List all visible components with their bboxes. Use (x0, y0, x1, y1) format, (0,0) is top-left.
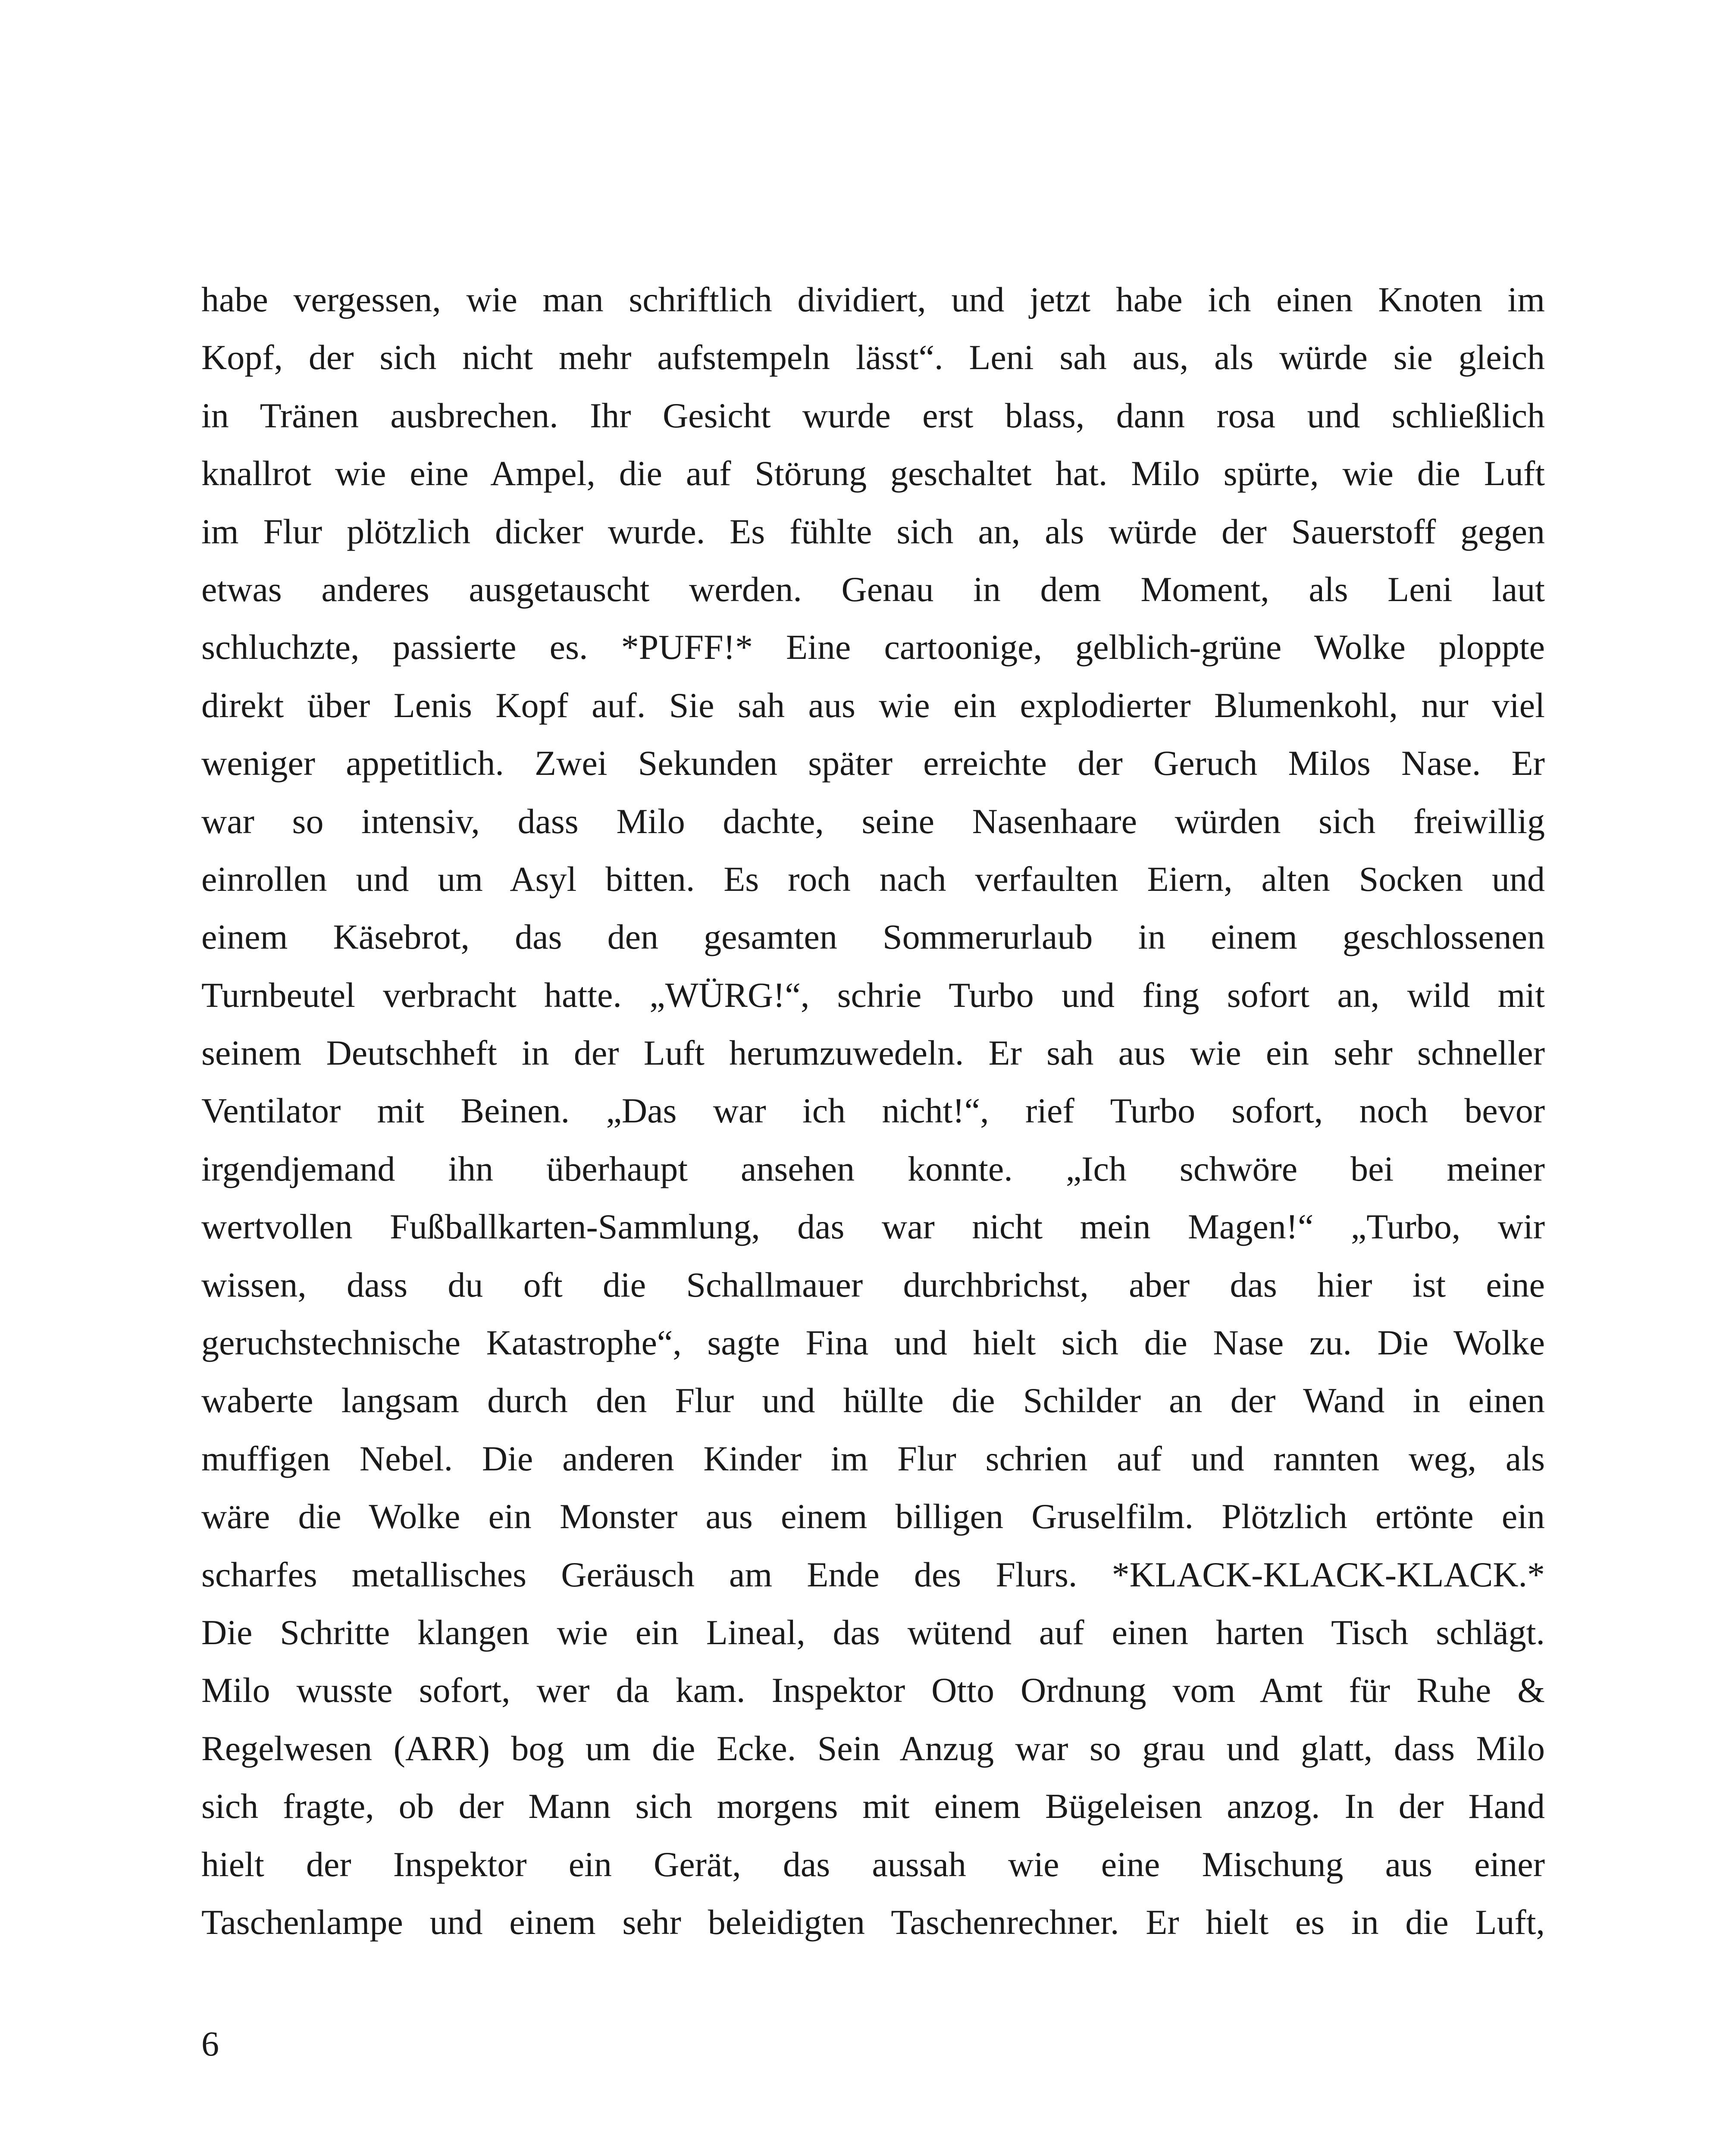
text-line: weniger appetitlich. Zwei Sekunden später erreichte der Geruch Milos Nase. Er (201, 743, 1545, 783)
text-line: seinem Deutschheft in der Luft herumzuwedeln. Er sah aus wie ein sehr schneller (201, 1033, 1545, 1073)
body-text (201, 271, 1545, 1951)
text-line: schluchzte, passierte es. *PUFF!* Eine cartoonige, gelblich-grüne Wolke ploppte (201, 627, 1545, 667)
text-line: in Tränen ausbrechen. Ihr Gesicht wurde erst blass, dann rosa und schließlich (201, 395, 1545, 435)
text-line: direkt über Lenis Kopf auf. Sie sah aus wie ein explodierter Blumenkohl, nur viel (201, 685, 1545, 725)
text-line: im Flur plötzlich dicker wurde. Es fühlte sich an, als würde der Sauerstoff gegen (201, 511, 1545, 551)
text-line: knallrot wie eine Ampel, die auf Störung geschaltet hat. Milo spürte, wie die Luft (201, 454, 1545, 493)
text-line: Milo wusste sofort, wer da kam. Inspektor Otto Ordnung vom Amt für Ruhe & (201, 1670, 1545, 1710)
text-line: einem Käsebrot, das den gesamten Sommerurlaub in einem geschlossenen (201, 917, 1545, 957)
text-line: wissen, dass du oft die Schallmauer durchbrichst, aber das hier ist eine (201, 1265, 1545, 1304)
text-line: wäre die Wolke ein Monster aus einem billigen Gruselfilm. Plötzlich ertönte ein (201, 1497, 1545, 1536)
text-line: einrollen und um Asyl bitten. Es roch nach verfaulten Eiern, alten Socken und (201, 859, 1545, 899)
text-line: Die Schritte klangen wie ein Lineal, das wütend auf einen harten Tisch schlägt. (201, 1612, 1545, 1652)
text-line: hielt der Inspektor ein Gerät, das aussah wie eine Mischung aus einer (201, 1844, 1545, 1884)
text-line: etwas anderes ausgetauscht werden. Genau in dem Moment, als Leni laut (201, 569, 1545, 609)
text-line: muffigen Nebel. Die anderen Kinder im Flur schrien auf und rannten weg, als (201, 1438, 1545, 1478)
text-line: geruchstechnische Katastrophe“, sagte Fina und hielt sich die Nase zu. Die Wolke (201, 1323, 1545, 1363)
text-line: Ventilator mit Beinen. „Das war ich nicht!“, rief Turbo sofort, noch bevor (201, 1091, 1545, 1131)
text-line: irgendjemand ihn überhaupt ansehen konnte. „Ich schwöre bei meiner (201, 1149, 1545, 1188)
text-line: wertvollen Fußballkarten-Sammlung, das war nicht mein Magen!“ „Turbo, wir (201, 1207, 1545, 1247)
text-line: Kopf, der sich nicht mehr aufstempeln lässt“. Leni sah aus, als würde sie gleich (201, 338, 1545, 377)
text-line: waberte langsam durch den Flur und hüllte die Schilder an der Wand in einen (201, 1381, 1545, 1420)
text-line: Regelwesen (ARR) bog um die Ecke. Sein Anzug war so grau und glatt, dass Milo (201, 1728, 1545, 1768)
text-line: scharfes metallisches Geräusch am Ende des Flurs. *KLACK-KLACK-KLACK.* (201, 1554, 1545, 1594)
text-line: Turnbeutel verbracht hatte. „WÜRG!“, schrie Turbo und fing sofort an, wild mit (201, 975, 1545, 1015)
text-line: Taschenlampe und einem sehr beleidigten Taschenrechner. Er hielt es in die Luft, (201, 1902, 1545, 1942)
text-line: sich fragte, ob der Mann sich morgens mit einem Bügeleisen anzog. In der Hand (201, 1786, 1545, 1826)
text-line: habe vergessen, wie man schriftlich dividiert, und jetzt habe ich einen Knoten im (201, 280, 1545, 319)
text-line: war so intensiv, dass Milo dachte, seine Nasenhaare würden sich freiwillig (201, 801, 1545, 841)
page-number: 6 (201, 2024, 219, 2063)
